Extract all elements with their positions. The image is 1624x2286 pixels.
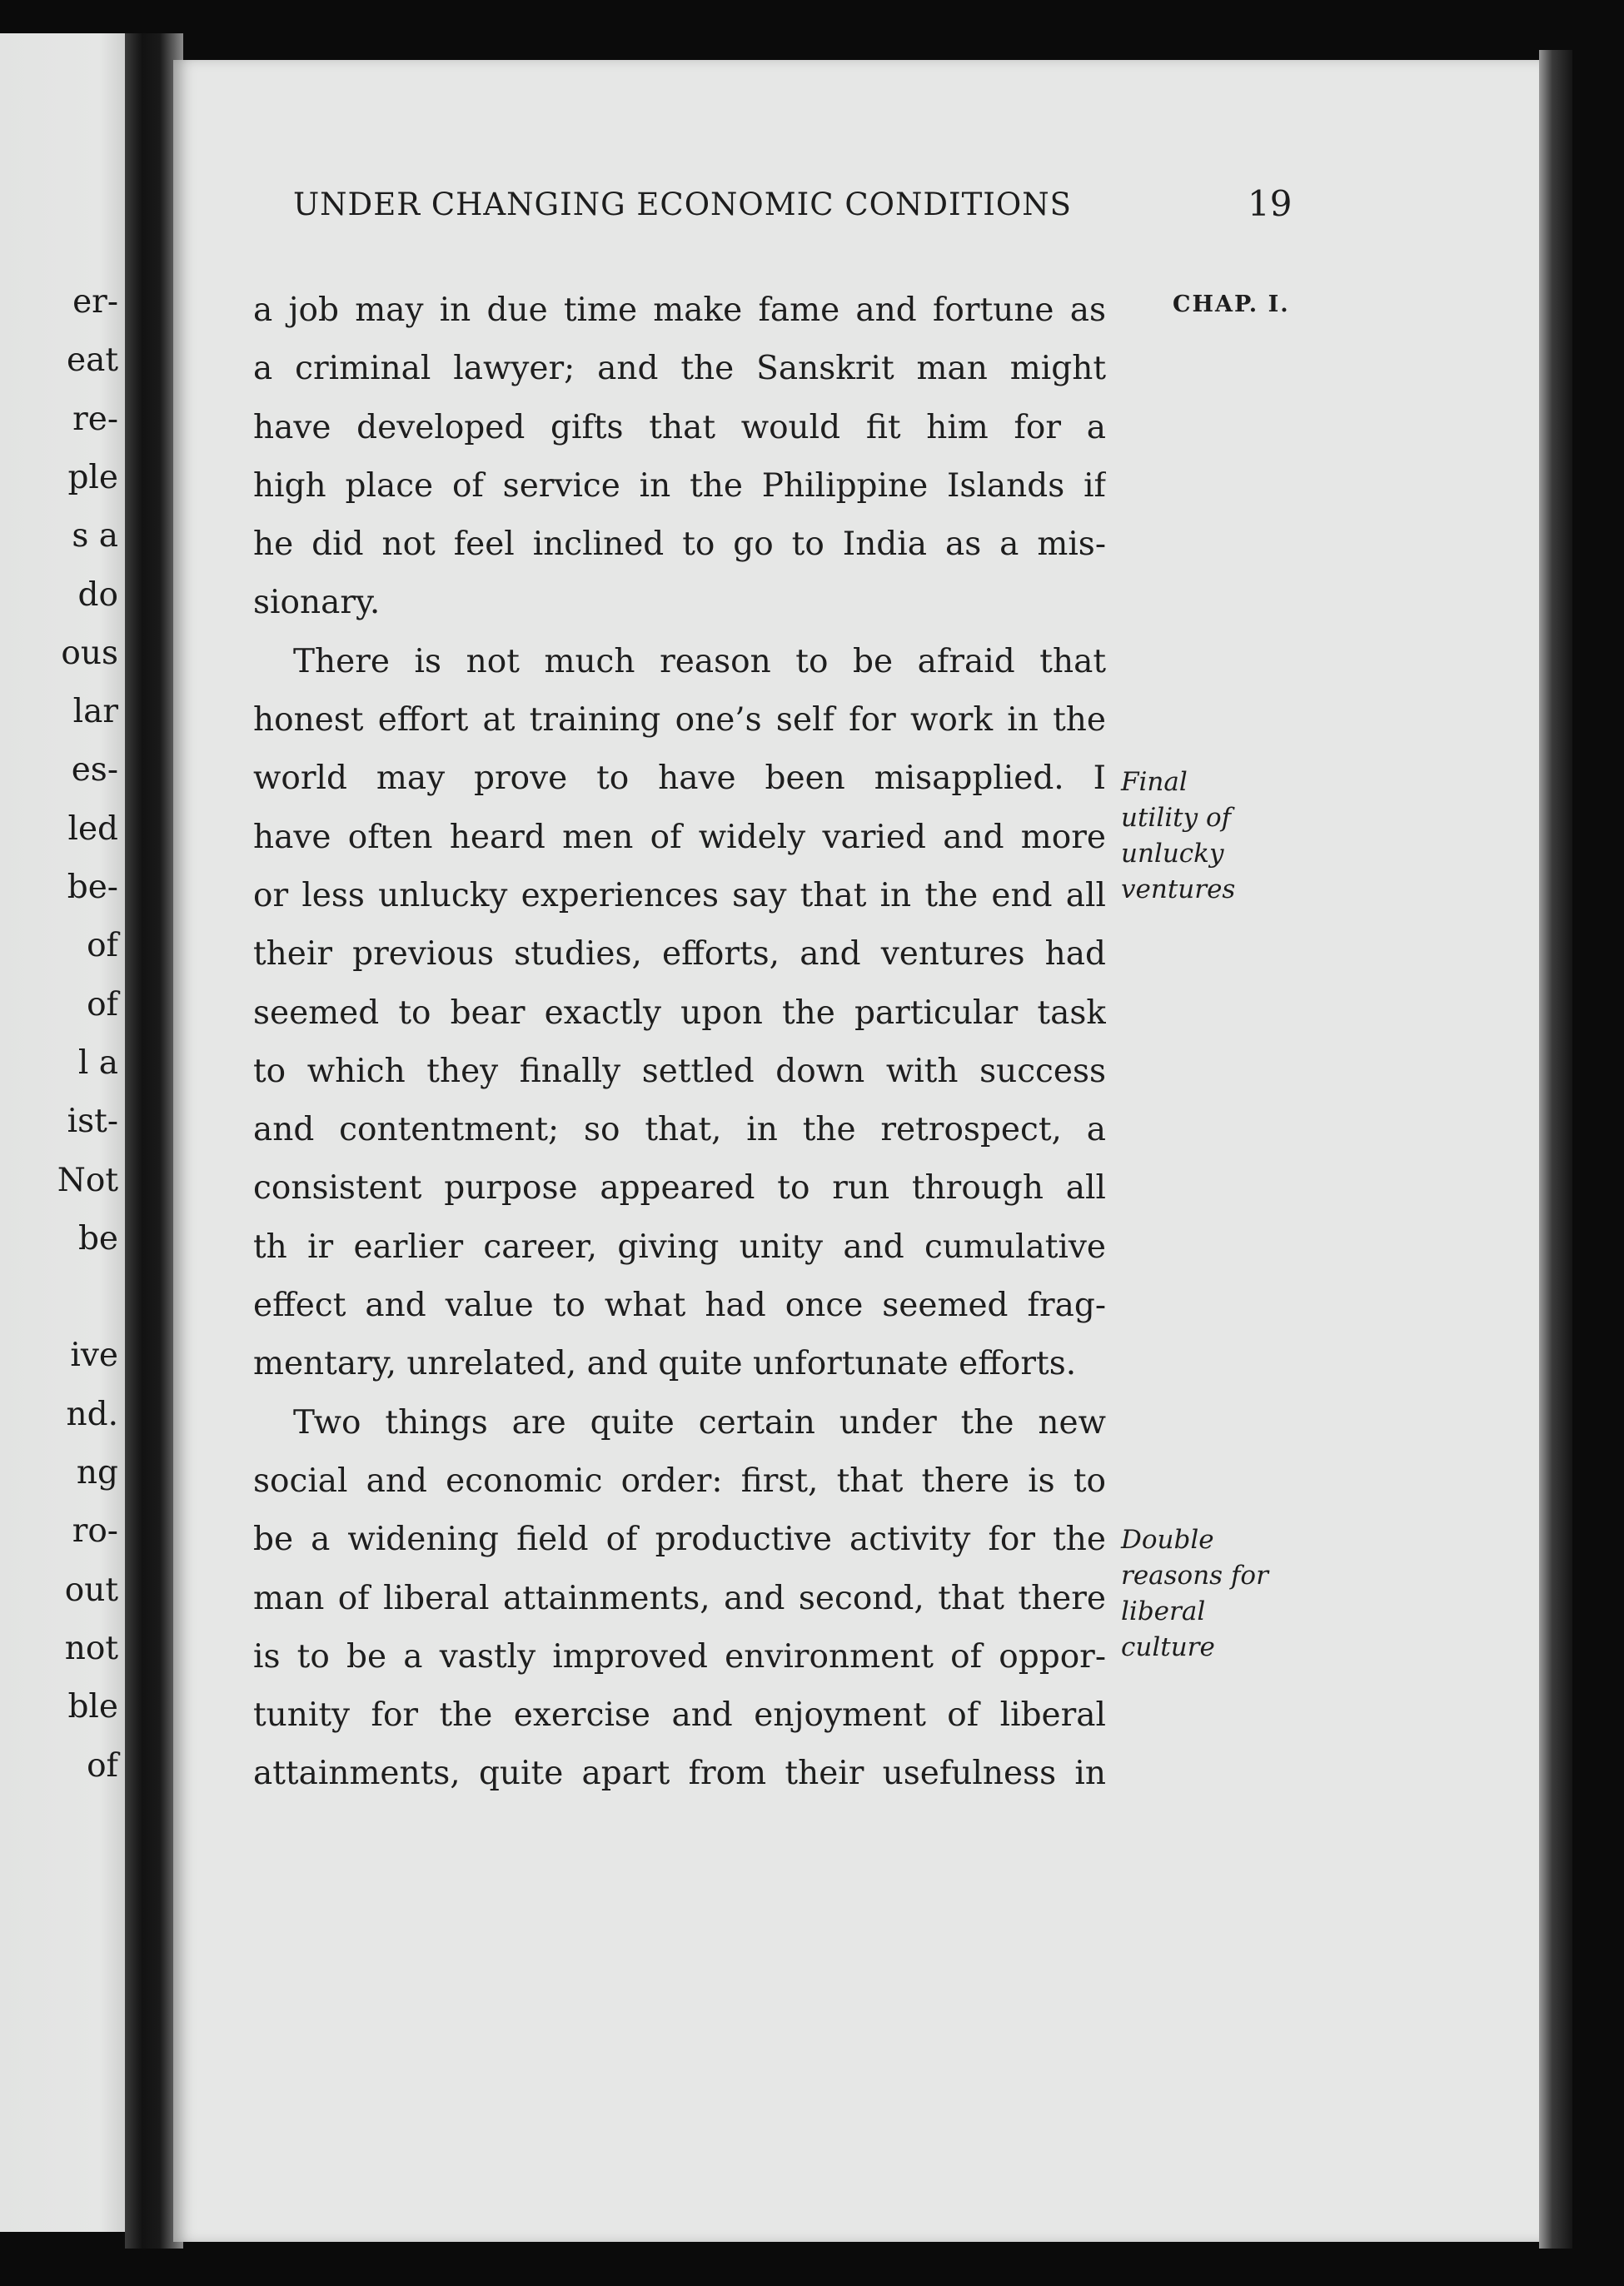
left-page-fragment: er- [72,283,118,321]
text-line: be a widening field of productive activity for the [253,1521,1106,1559]
text-line: he did not feel inclined to go to India as a mis- [253,525,1106,564]
text-line: attainments, quite apart from their usefulness in [253,1755,1106,1793]
left-page-fragment: l a [77,1043,118,1082]
text-line: world may prove to have been misapplied. I [253,760,1106,798]
text-line: There is not much reason to be afraid that [293,642,1106,680]
left-page-fragment: of [87,985,118,1023]
text-line: is to be a vastly improved environment of oppor- [253,1637,1106,1676]
body-text [253,281,1106,1804]
text-line: high place of service in the Philippine Islands if [253,466,1106,505]
text-line: seemed to bear exactly upon the particular task [253,994,1106,1032]
text-line: have often heard men of widely varied and more [253,818,1106,856]
text-line: to which they finally settled down with success [253,1052,1106,1090]
text-line: their previous studies, efforts, and ventures had [253,935,1106,974]
running-head: UNDER CHANGING ECONOMIC CONDITIONS [293,187,1072,222]
left-page-fragment: lar [72,693,118,731]
left-page-fragment: re- [72,400,118,438]
text-line: have developed gifts that would fit him for a [253,408,1106,446]
margin-note-line: Double [1121,1525,1214,1555]
left-page-fragment: es- [71,751,118,789]
left-page-fragment: of [87,927,118,965]
left-page-fragment: do [77,575,118,614]
book-page [173,60,1539,2242]
text-line: sionary. [253,584,381,622]
text-line: consistent purpose appeared to run through all [253,1169,1106,1208]
left-page-fragment: ple [67,458,118,496]
left-page-fragment: not [64,1629,118,1667]
left-page-fragment: be- [67,869,118,906]
text-line: mentary, unrelated, and quite unfortunate efforts. [253,1345,1077,1383]
left-page-fragment: out [64,1571,118,1609]
margin-note-final-utility [1121,764,1235,908]
left-page-fragment: ng [76,1454,118,1492]
margin-note-line: Final [1121,767,1188,797]
margin-note-line: reasons for [1121,1561,1268,1591]
text-line: or less unlucky experiences say that in the end all [253,876,1106,914]
margin-note-line: culture [1121,1632,1215,1662]
left-page-fragment: s a [72,517,118,555]
margin-note-line: utility of [1121,803,1232,833]
left-page-fragment: ble [67,1688,118,1726]
left-facing-page [0,33,125,2232]
text-line: effect and value to what had once seemed frag- [253,1287,1106,1325]
text-line: honest effort at training one’s self for work in the [253,701,1106,740]
left-page-fragment: ro- [72,1512,118,1551]
left-page-fragment: led [67,809,118,848]
left-page-fragment: ist- [67,1103,118,1141]
text-line: th ir earlier career, giving unity and cumulative [253,1228,1106,1266]
margin-note-line: liberal [1121,1596,1206,1626]
text-line: tunity for the exercise and enjoyment of liberal [253,1696,1106,1735]
chapter-label: CHAP. I. [1173,291,1290,317]
text-line: a job may in due time make fame and fortune as [253,291,1106,329]
margin-note-line: unlucky [1121,839,1224,869]
text-line: man of liberal attainments, and second, that there [253,1579,1106,1617]
margin-note-line: ventures [1121,874,1236,904]
text-line: social and economic order: first, that there is to [253,1462,1106,1500]
text-line: Two things are quite certain under the new [293,1403,1106,1442]
left-page-fragment: eat [66,341,118,380]
left-page-fragment: nd. [66,1395,118,1433]
left-page-fragment: ous [61,634,118,672]
page-number: 19 [1248,183,1293,224]
text-line: a criminal lawyer; and the Sanskrit man might [253,350,1106,388]
left-page-fragment: Not [57,1161,118,1199]
left-page-fragment: be [77,1219,118,1258]
left-page-fragment: of [87,1746,118,1785]
left-page-fragment: ive [70,1337,118,1375]
margin-note-double-reasons [1121,1522,1268,1666]
text-line: and contentment; so that, in the retrospect, a [253,1111,1106,1149]
page-edge-shadow [1539,50,1572,2249]
